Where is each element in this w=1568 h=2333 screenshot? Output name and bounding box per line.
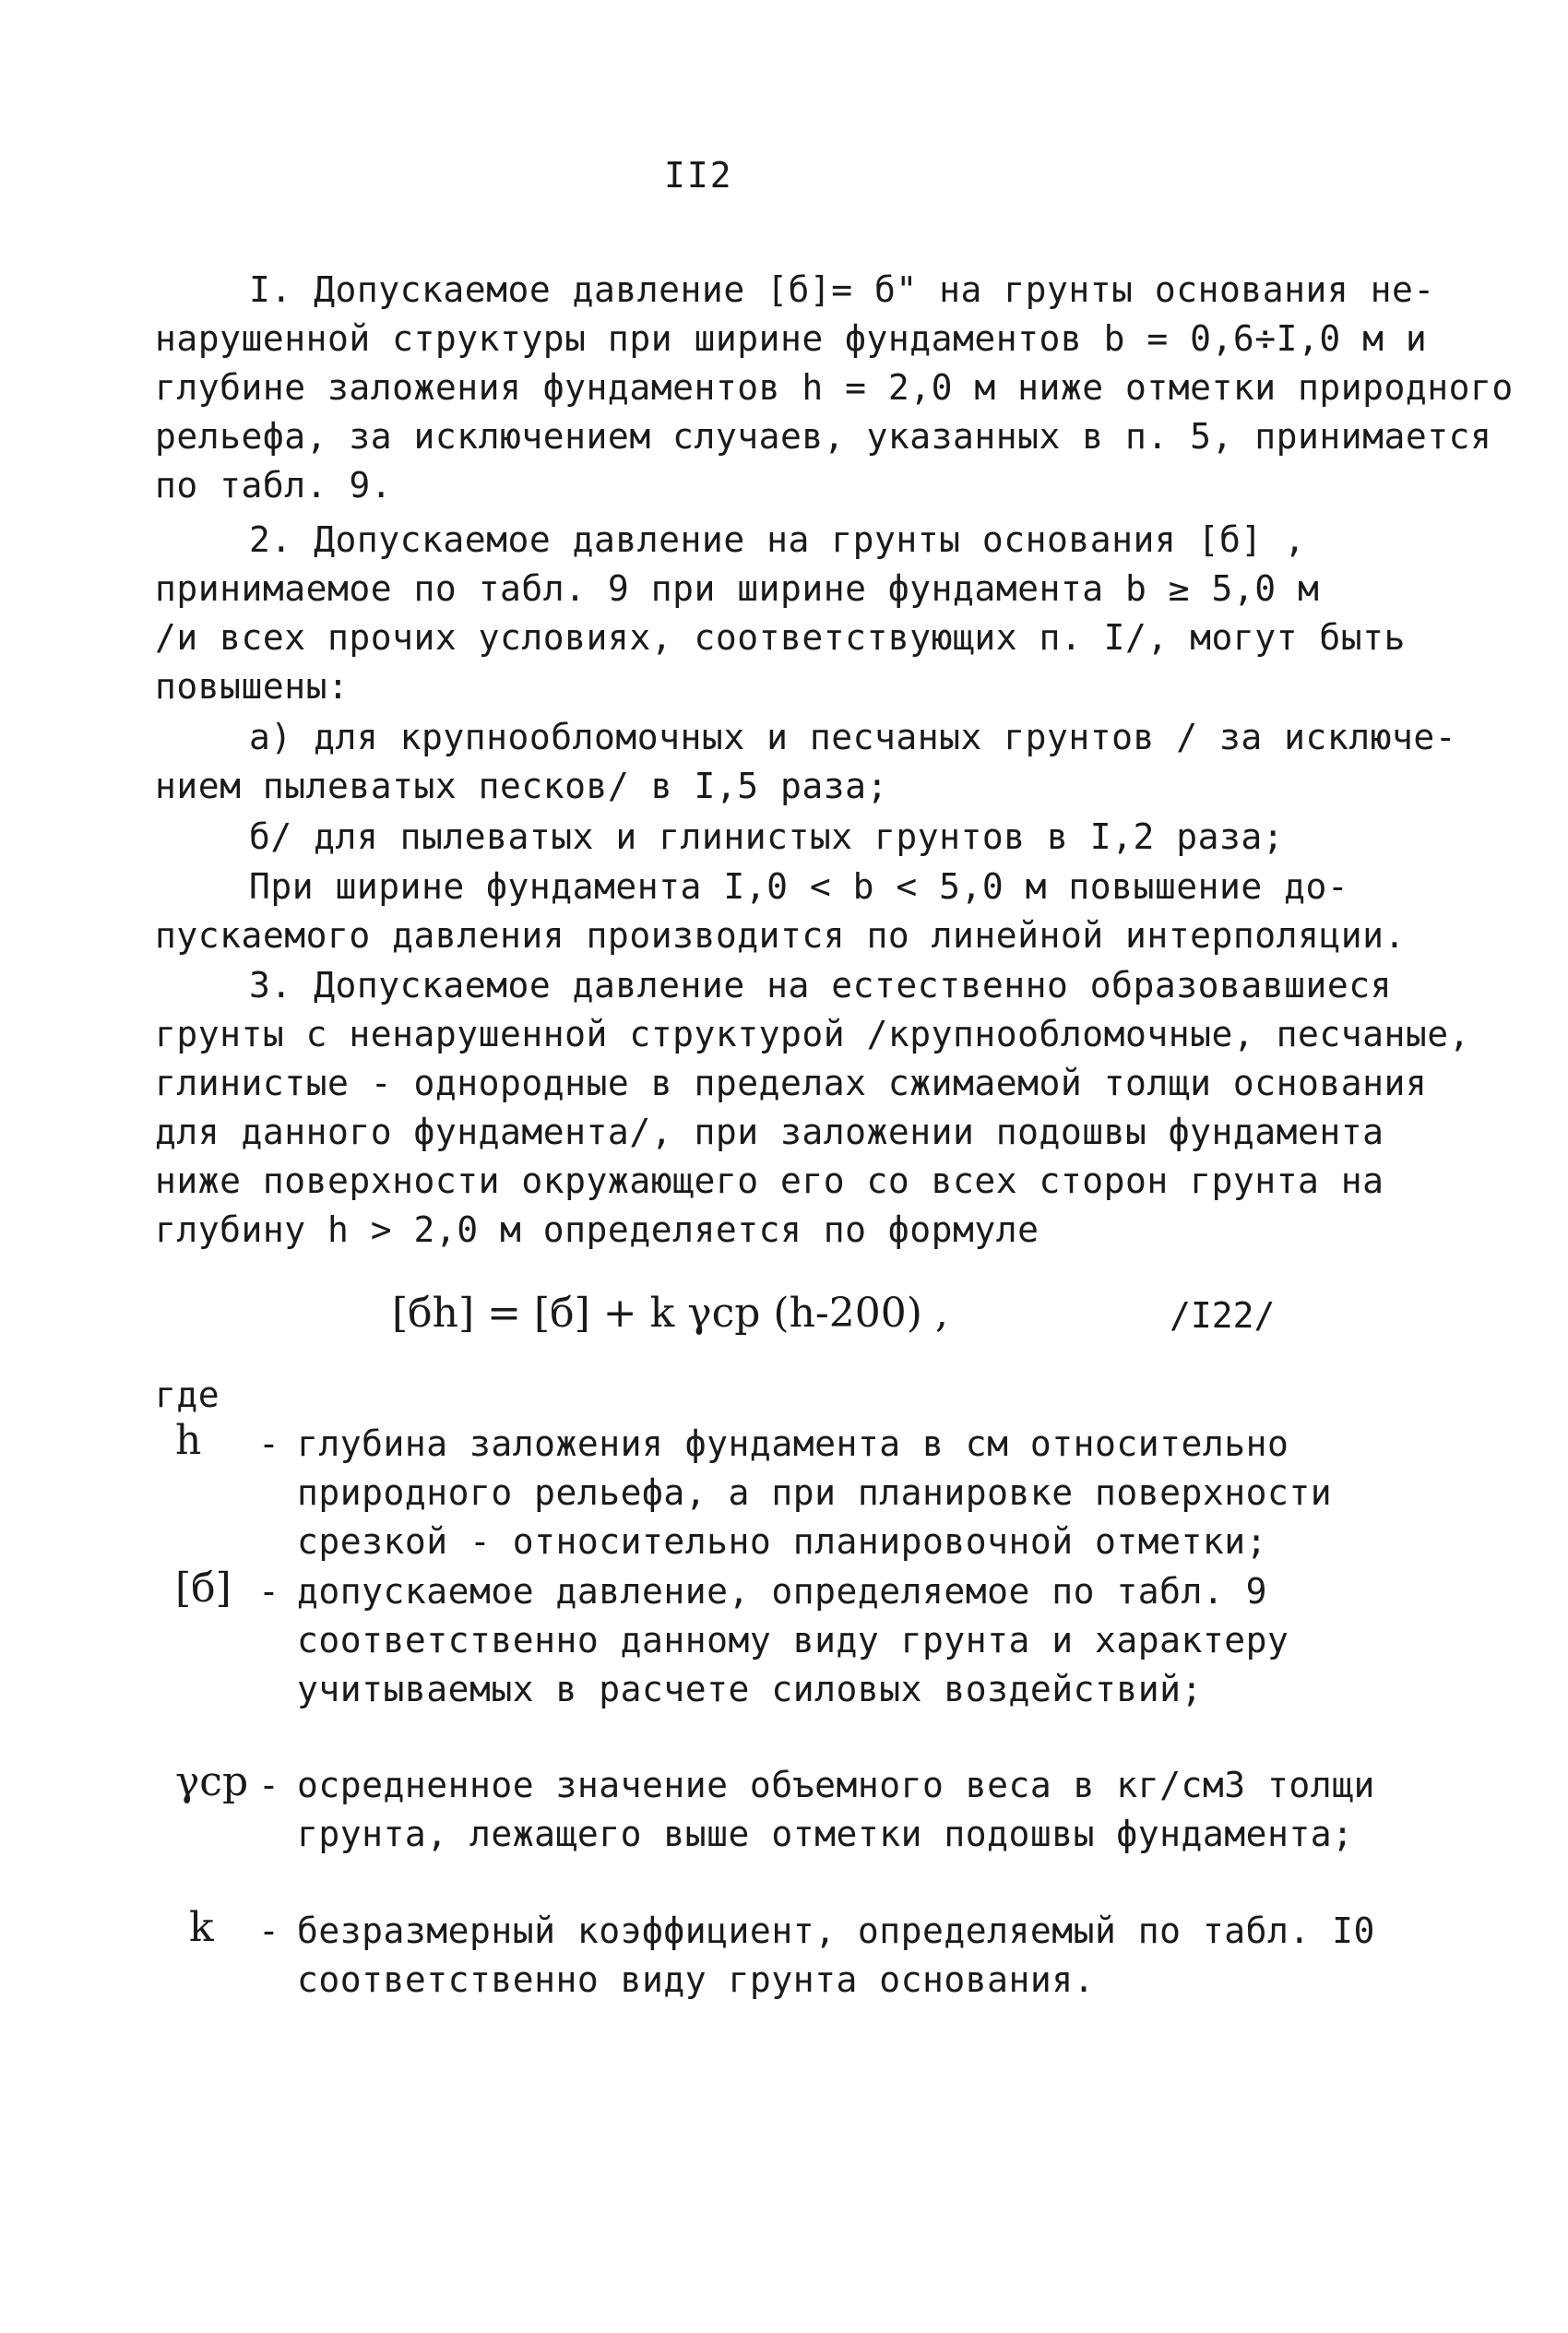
definition-gamma-line-1: осредненное значение объемного веса в кг/см3 толщи [297, 1765, 1375, 1805]
formula-122: [бh] = [б] + k γср (h-200) , [392, 1290, 948, 1337]
paragraph-2-line-1: 2. Допускаемое давление на грунты основания [б] , [249, 519, 1306, 560]
where-label: где [155, 1375, 220, 1415]
definition-sigma-line-3: учитываемых в расчете силовых воздействий; [297, 1669, 1203, 1709]
paragraph-3-line-5: ниже поверхности окружающего его со всех сторон грунта на [155, 1161, 1384, 1201]
paragraph-2-line-2: принимаемое по табл. 9 при ширине фундамента b ≥ 5,0 м [155, 568, 1320, 609]
definition-gamma-line-2: грунта, лежащего выше отметки подошвы фундамента; [297, 1814, 1354, 1854]
definition-sigma-line-2: соответственно данному виду грунта и характеру [297, 1620, 1289, 1660]
formula-number: /I22/ [1170, 1295, 1276, 1336]
paragraph-2a-line-1: а) для крупнообломочных и песчаных грунтов / за исключе- [249, 717, 1457, 757]
definition-symbol-k: k [189, 1904, 214, 1951]
page-number: II2 [664, 155, 733, 196]
paragraph-3-line-2: грунты с ненарушенной структурой /крупнообломочные, песчаные, [155, 1014, 1471, 1054]
definition-k-line-1: безразмерный коэффициент, определяемый по табл. I0 [297, 1910, 1375, 1951]
paragraph-2-line-3: /и всех прочих условиях, соответствующих п. I/, могут быть [155, 617, 1406, 658]
definition-dash-k: - [258, 1910, 279, 1951]
paragraph-2c-line-2: пускаемого давления производится по линейной интерполяции. [155, 915, 1406, 956]
paragraph-1-line-5: по табл. 9. [155, 465, 393, 506]
definition-dash-sigma: - [258, 1571, 279, 1612]
definition-symbol-sigma: [б] [175, 1565, 232, 1612]
paragraph-3-line-4: для данного фундамента/, при заложении подошвы фундамента [155, 1112, 1384, 1152]
paragraph-2c-line-1: При ширине фундамента I,0 < b < 5,0 м повышение до- [249, 866, 1349, 907]
paragraph-3-line-3: глинистые - однородные в пределах сжимаемой толщи основания [155, 1063, 1428, 1103]
definition-sigma-line-1: допускаемое давление, определяемое по табл. 9 [297, 1571, 1268, 1612]
definition-dash-gamma: - [258, 1765, 279, 1805]
definition-dash-h: - [258, 1423, 279, 1464]
definition-h-line-2: природного рельефа, а при планировке поверхности [297, 1472, 1333, 1513]
paragraph-2-line-4: повышены: [155, 666, 350, 707]
definition-symbol-h: h [175, 1417, 202, 1464]
definition-k-line-2: соответственно виду грунта основания. [297, 1959, 1095, 2000]
paragraph-2a-line-2: нием пылеватых песков/ в I,5 раза; [155, 766, 888, 806]
paragraph-1-line-4: рельефа, за исключением случаев, указанных в п. 5, принимается [155, 416, 1492, 457]
paragraph-3-line-1: 3. Допускаемое давление на естественно образовавшиеся [249, 965, 1393, 1006]
definition-symbol-gamma: γср [175, 1758, 249, 1805]
paragraph-3-line-6: глубину h > 2,0 м определяется по формуле [155, 1209, 1039, 1250]
paragraph-1-line-3: глубине заложения фундаментов h = 2,0 м ниже отметки природного [155, 367, 1514, 408]
definition-h-line-3: срезкой - относительно планировочной отметки; [297, 1521, 1268, 1562]
definition-h-line-1: глубина заложения фундамента в см относительно [297, 1423, 1289, 1464]
paragraph-2b-line-1: б/ для пылеватых и глинистых грунтов в I,2 раза; [249, 816, 1285, 857]
paragraph-1-line-1: I. Допускаемое давление [б]= б" на грунты основания не- [249, 269, 1435, 310]
paragraph-1-line-2: нарушенной структуры при ширине фундаментов b = 0,6÷I,0 м и [155, 318, 1428, 359]
